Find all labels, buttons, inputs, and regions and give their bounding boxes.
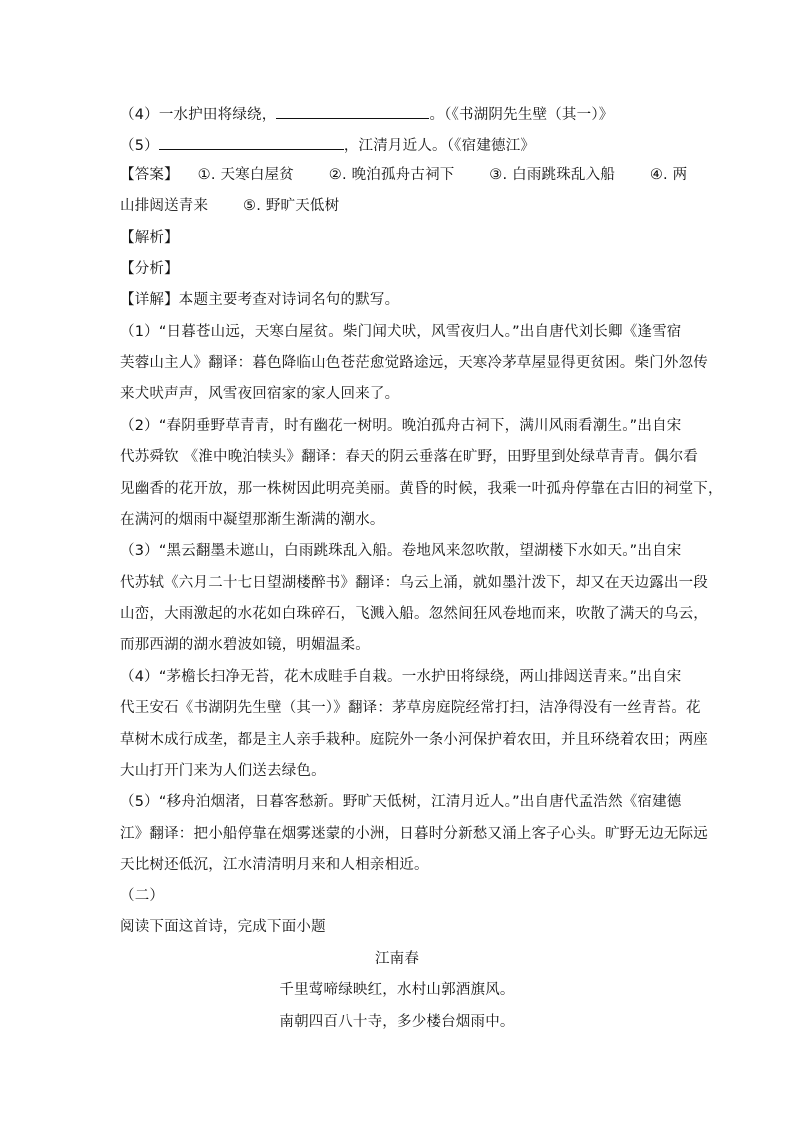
detail-line: （4）“茅檐长扫净无苔，花木成畦手自栽。一水护田将绿绕，两山排闼送青来。”出自宋 <box>120 669 682 685</box>
detail-line: 而那西湖的湖水碧波如镜，明媚温柔。 <box>120 637 370 653</box>
answer-line-2 <box>120 196 339 216</box>
fenxi-label: 【分析】 <box>120 261 179 277</box>
detail-line: 代苏舜钦 《淮中晚泊犊头》翻译：春天的阴云垂落在旷野，田野里到处绿草青青。偶尔看 <box>120 449 699 465</box>
answer-line <box>120 165 687 185</box>
detail-line: （5）“移舟泊烟渚，日暮客愁新。野旷天低树，江清月近人。”出自唐代孟浩然《宿建德 <box>120 794 682 810</box>
answer-blank[interactable] <box>276 102 429 119</box>
answer-item: ⑤. 野旷天低树 <box>243 198 340 214</box>
detail-line: 代王安石《书湖阴先生壁（其一）》翻译：茅草房庭院经常打扫，洁净得没有一丝青苔。花 <box>120 700 701 716</box>
poem-line: 千里莺啼绿映红，水村山郭酒旗风。 <box>279 982 515 998</box>
answer-item-cont: 山排闼送青来 <box>120 198 209 214</box>
question-source: ，江清月近人。（《宿建德江》 <box>343 138 536 154</box>
detail-line: （1）“日暮苍山远，天寒白屋贫。柴门闻犬吠，风雪夜归人。”出自唐代刘长卿《逢雪宿 <box>120 324 682 340</box>
detail-line: 大山打开门来为人们送去绿色。 <box>120 763 326 779</box>
answer-item: ②. 晚泊孤舟古祠下 <box>328 167 455 183</box>
detail-line: 天比树还低沉，江水清清明月来和人相亲相近。 <box>120 857 429 873</box>
answer-item: ①. 天寒白屋贫 <box>197 167 294 183</box>
detail-line: 来犬吠声声，风雪夜回宿家的家人回来了。 <box>120 386 400 402</box>
poem-title: 江南春 <box>374 951 420 967</box>
question-number: （4） <box>120 107 159 123</box>
question-5 <box>120 133 535 156</box>
reading-instruction: 阅读下面这首诗，完成下面小题 <box>120 919 326 935</box>
answer-label: 【答案】 <box>120 167 179 183</box>
detail-line: 在满河的烟雨中凝望那渐生渐满的潮水。 <box>120 512 385 528</box>
detail-intro: 【详解】本题主要考查对诗词名句的默写。 <box>120 292 400 308</box>
poem-line: 南朝四百八十寺，多少楼台烟雨中。 <box>279 1014 515 1030</box>
detail-line: 草树木成行成垄，都是主人亲手栽种。庭院外一条小河保护着农田，并且环绕着农田；两座 <box>120 732 708 748</box>
answer-item: ③. 白雨跳珠乱入船 <box>489 167 616 183</box>
detail-line: 山峦，大雨激起的水花如白珠碎石，飞溅入船。忽然间狂风卷地而来，吹散了满天的乌云， <box>120 606 708 622</box>
answer-item: ④. 两 <box>649 167 688 183</box>
question-4 <box>120 102 614 125</box>
detail-line: 代苏轼《六月二十七日望湖楼醉书》翻译：乌云上涌，就如墨汁泼下，却又在天边露出一段 <box>120 575 708 591</box>
detail-line: （2）“春阴垂野草青青，时有幽花一树明。晚泊孤舟古祠下，满川风雨看潮生。”出自宋 <box>120 418 682 434</box>
detail-line: 芙蓉山主人》翻译：暮色降临山色苍茫愈觉路途远，天寒冷茅草屋显得更贫困。柴门外忽传 <box>120 355 708 371</box>
detail-line: 江》翻译：把小船停靠在烟雾迷蒙的小洲，日暮时分新愁又涌上客子心头。旷野无边无际远 <box>120 826 708 842</box>
question-number: （5） <box>120 138 159 154</box>
question-source: 。（《书湖阴先生壁（其一）》 <box>429 107 614 123</box>
analysis-label: 【解析】 <box>120 230 179 246</box>
detail-line: 见幽香的花开放，那一株树因此明亮美丽。黄昏的时候，我乘一叶孤舟停靠在古旧的祠堂下， <box>120 481 723 497</box>
question-text: 一水护田将绿绕， <box>158 107 277 123</box>
section-label: （二） <box>120 888 165 904</box>
detail-line: （3）“黑云翻墨未遮山，白雨跳珠乱入船。卷地风来忽吹散，望湖楼下水如天。”出自宋 <box>120 543 682 559</box>
answer-blank[interactable] <box>159 133 344 150</box>
